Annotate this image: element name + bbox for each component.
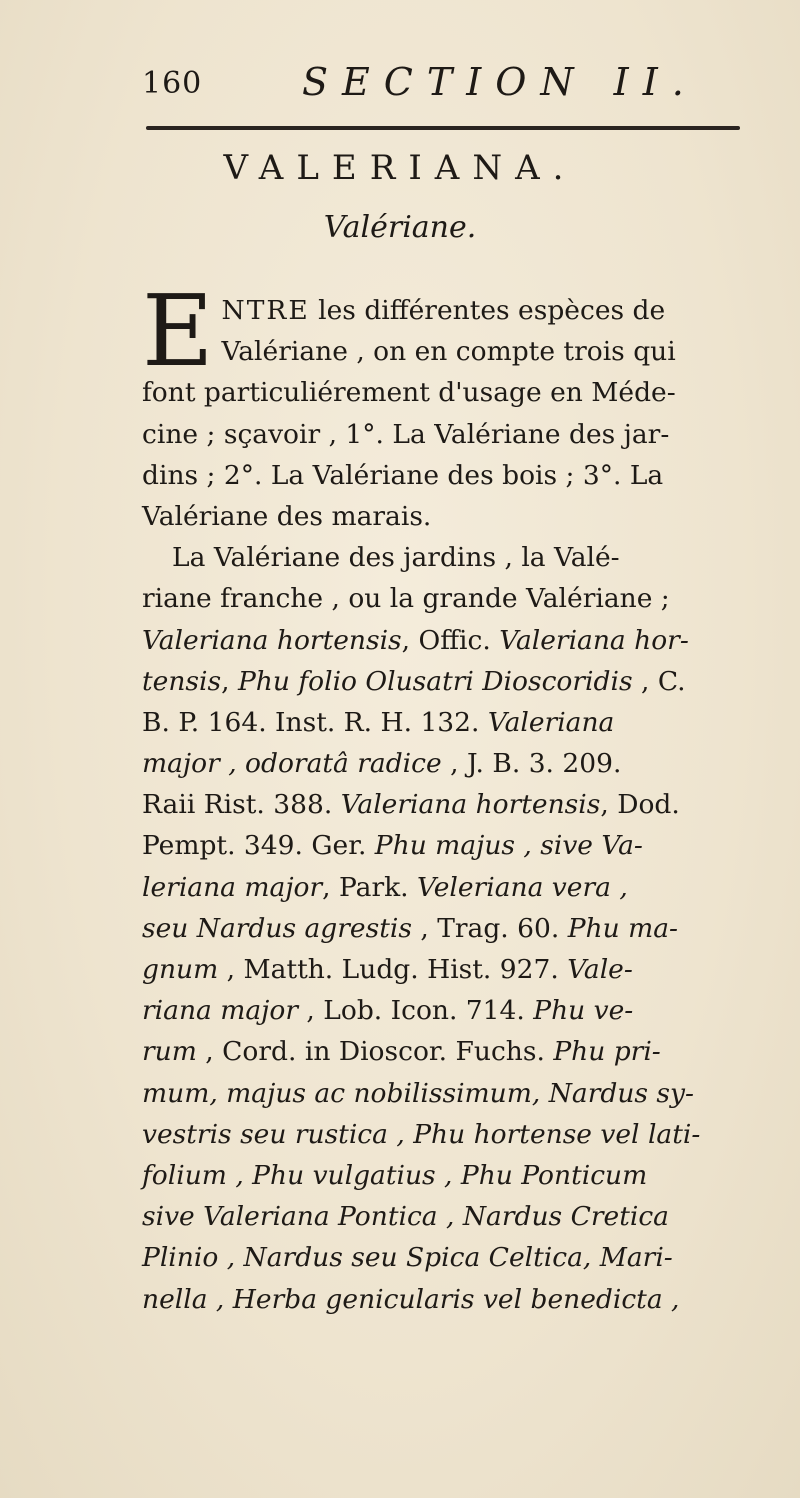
- italic-text: Veleriana vera ,: [417, 871, 628, 903]
- roman-text: B. P. 164. Inst. R. H. 132.: [142, 706, 488, 738]
- text-line: [142, 496, 762, 537]
- italic-text: mum, majus ac nobilissimum, Nardus sy-: [142, 1077, 694, 1109]
- italic-text: Valeriana hor-: [499, 624, 689, 656]
- roman-text: Valériane des marais.: [142, 500, 432, 532]
- text-line: [142, 578, 762, 619]
- italic-text: Valeriana hortensis: [142, 624, 402, 656]
- text-line: [142, 1114, 762, 1155]
- italic-text: sive Valeriana Pontica , Nardus Cretica: [142, 1201, 669, 1233]
- italic-text: gnum: [142, 954, 219, 985]
- italic-text: riana major: [142, 995, 298, 1027]
- text-line: [142, 1196, 762, 1237]
- italic-text: Valeriana: [487, 706, 615, 738]
- roman-text: Pempt. 349. Ger.: [142, 830, 375, 862]
- text-line: [142, 949, 762, 990]
- text-line: [142, 908, 762, 949]
- article-subtitle: Valériane.: [323, 210, 477, 245]
- roman-text: les différentes espèces de: [309, 295, 666, 326]
- smallcaps-text: NTRE: [221, 295, 310, 326]
- page-number: 160: [142, 66, 203, 101]
- roman-text: cine ; sçavoir , 1°. La Valériane des jar-: [142, 418, 670, 450]
- header-rule: [146, 126, 740, 130]
- italic-text: Phu majus , sive Va-: [374, 830, 643, 862]
- italic-text: tensis: [142, 665, 222, 697]
- text-line: [142, 372, 762, 413]
- roman-text: , Lob. Icon. 714.: [298, 995, 534, 1027]
- roman-text: , Trag. 60.: [411, 912, 568, 944]
- roman-text: , Park.: [322, 871, 418, 903]
- text-line: [142, 414, 762, 455]
- text-line: [142, 620, 762, 661]
- drop-cap: E: [142, 275, 214, 389]
- roman-text: , Offic.: [401, 624, 500, 656]
- italic-text: rum: [142, 1036, 197, 1068]
- roman-text: dins ; 2°. La Valériane des bois ; 3°. La: [142, 459, 664, 491]
- roman-text: ,: [221, 665, 238, 697]
- roman-text: Valériane , on en compte trois qui: [221, 336, 676, 368]
- roman-text: riane franche , ou la grande Valériane ;: [142, 583, 670, 615]
- roman-text: , Dod.: [600, 789, 680, 821]
- text-line: [142, 784, 762, 825]
- roman-text: font particuliérement d'usage en Méde-: [142, 377, 676, 409]
- roman-text: , Cord. in Dioscor. Fuchs.: [196, 1036, 554, 1068]
- italic-text: leriana major: [142, 871, 323, 903]
- italic-text: Phu ma-: [567, 912, 678, 944]
- text-line: [142, 702, 762, 743]
- text-line: [142, 1031, 762, 1072]
- text-line: [142, 867, 762, 908]
- italic-text: major , odoratâ radice: [142, 748, 442, 780]
- article-title: VALERIANA.: [223, 148, 577, 188]
- text-line: [142, 290, 762, 331]
- italic-text: Valeriana hortensis: [340, 789, 601, 821]
- text-line: [142, 1073, 762, 1114]
- italic-text: Phu ve-: [533, 995, 634, 1027]
- text-line: [142, 661, 762, 702]
- italic-text: Plinio , Nardus seu Spica Celtica, Mari-: [142, 1242, 673, 1274]
- text-line: [142, 825, 762, 866]
- italic-text: nella , Herba genicularis vel benedicta ,: [142, 1283, 680, 1315]
- text-line: [142, 743, 762, 784]
- italic-text: Vale-: [567, 954, 633, 985]
- text-line: [142, 1155, 762, 1196]
- text-line: [142, 331, 762, 372]
- text-line: [142, 990, 762, 1031]
- text-line: [142, 1237, 762, 1278]
- article-body: [142, 275, 762, 1320]
- body-lines: [142, 275, 762, 1320]
- roman-text: La Valériane des jardins , la Valé-: [172, 542, 620, 574]
- italic-text: Phu pri-: [553, 1036, 661, 1068]
- italic-text: Phu folio Olusatri Dioscoridis: [237, 665, 633, 697]
- text-line: [142, 1279, 762, 1320]
- text-line: [142, 455, 762, 496]
- italic-text: folium , Phu vulgatius , Phu Ponticum: [142, 1159, 648, 1191]
- roman-text: , J. B. 3. 209.: [441, 748, 622, 780]
- italic-text: vestris seu rustica , Phu hortense vel lati-: [142, 1118, 701, 1150]
- page-header: [130, 48, 750, 108]
- italic-text: seu Nardus agrestis: [142, 912, 412, 944]
- roman-text: , Matth. Ludg. Hist. 927.: [218, 954, 568, 985]
- roman-text: , C.: [632, 665, 686, 697]
- text-line: [142, 537, 762, 578]
- running-head: SECTION II.: [302, 60, 698, 104]
- roman-text: Raii Rist. 388.: [142, 789, 341, 821]
